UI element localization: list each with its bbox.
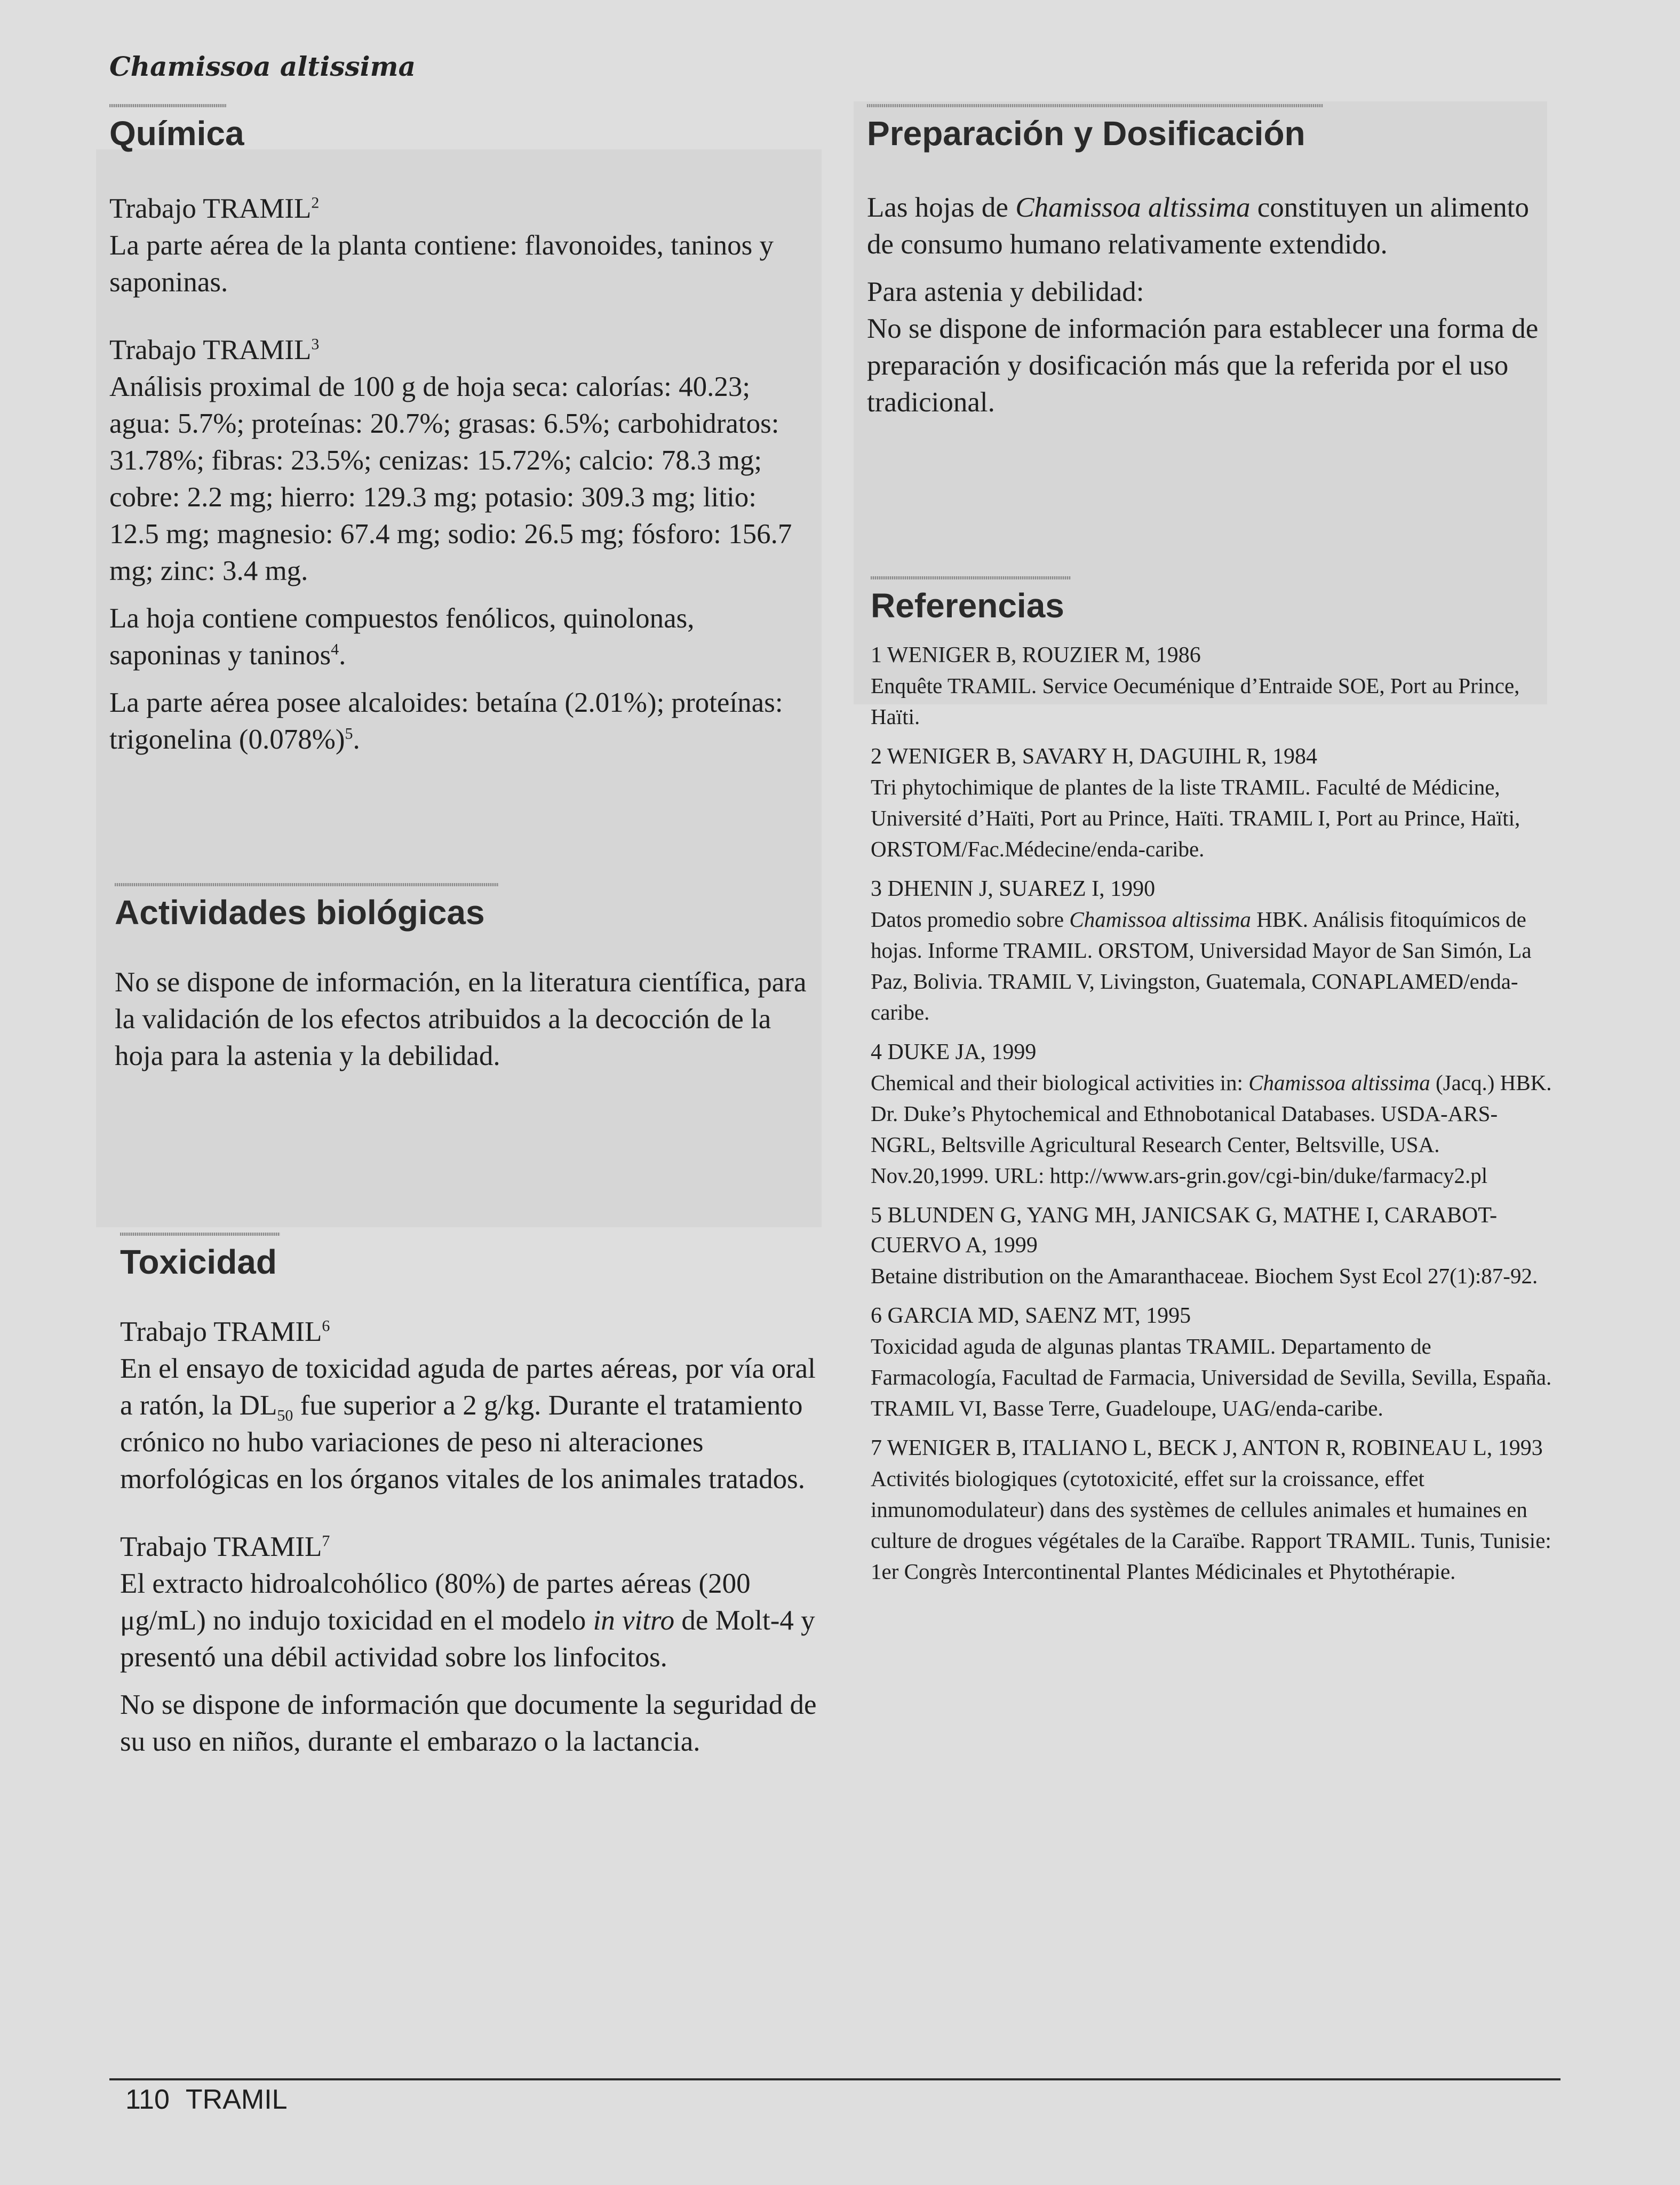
preparacion-body: [867, 189, 1555, 421]
quimica-body: [109, 190, 808, 758]
reference-item-5: 5 BLUNDEN G, YANG MH, JANICSAK G, MATHE I, CARABOT-CUERVO A, 1999 Betaine distribution on the Amaranthaceae. Biochem Syst Ecol 27(1):87-92.: [871, 1203, 1538, 1289]
section-toxicidad: [120, 1233, 819, 1771]
toxicidad-p2-label: Trabajo TRAMIL$^7$: [120, 1531, 330, 1563]
actividades-body: [115, 964, 814, 1075]
section-referencias: [871, 576, 1554, 1596]
section-quimica: [109, 104, 808, 769]
section-rule: [867, 104, 1323, 107]
reference-item-6: 6 GARCIA MD, SAENZ MT, 1995 Toxicidad aguda de algunas plantas TRAMIL. Departamento de Farmacología, Facultad de Farmacia, Universidad de Sevilla, Sevilla, España. TRAMIL VI, Basse Terre, Guadeloupe, UAG/enda-caribe.: [871, 1304, 1552, 1421]
running-head: Chamissoa altissima: [109, 51, 416, 82]
page-footer: [125, 2084, 304, 2116]
reference-item-2: 2 WENIGER B, SAVARY H, DAGUIHL R, 1984 Tri phytochimique de plantes de la liste TRAMIL. Faculté de Médicine, Université d’Haïti, Port au Prince, Haïti. TRAMIL I, Port au Prince, Haïti, ORSTOM/Fac.Médecine/enda-caribe.: [871, 744, 1520, 862]
quimica-paragraph-1: [109, 190, 808, 301]
quimica-paragraph-4: La parte aérea posee alcaloides: betaína (2.01%); proteínas: trigonelina $(0.078\%)^5$.: [109, 687, 783, 756]
quimica-paragraph-3: La hoja contiene compuestos fenólicos, quinolonas, saponinas y taninos$^4$.: [109, 603, 695, 671]
section-rule: [115, 883, 499, 886]
section-title-referencias: Referencias: [871, 586, 1064, 625]
footer-rule: [109, 2078, 1560, 2080]
reference-item-7: 7 WENIGER B, ITALIANO L, BECK J, ANTON R, ROBINEAU L, 1993 Activités biologiques (cytotoxicité, effet sur la croissance, effet inmunomodulateur) dans des systèmes de cellules animales et humaines en culture de drogues végétales de la Caraïbe. Rapport TRAMIL. Tunis, Tunisie: 1er Congrès Intercontinental Plantes Médicinales et Phytothérapie.: [871, 1436, 1551, 1584]
footer-label: TRAMIL: [185, 2084, 288, 2115]
quimica-paragraph-2: [109, 332, 808, 590]
preparacion-paragraph-1: Las hojas de Chamissoa altissima constituyen un alimento de consumo humano relativamente extendido.: [867, 192, 1530, 260]
toxicidad-body: [120, 1314, 819, 1760]
toxicidad-paragraph-1: Trabajo TRAMIL$^6$ En el ensayo de toxicidad aguda de partes aéreas, por vía oral a ratón, la $DL_{50}$ fue superior a 2 g/kg. Durante el tratamiento crónico no hubo variaciones de peso ni alteraciones morfológicas en los órganos vitales de los animales tratados.: [120, 1314, 819, 1498]
section-rule: [871, 576, 1071, 579]
preparacion-paragraph-2: Para astenia y debilidad: No se dispone de información para establecer una forma de preparación y dosificación más que la referida por el uso tradicional.: [867, 276, 1539, 418]
toxicidad-paragraph-3: No se dispone de información que documente la seguridad de su uso en niños, durante el embarazo o la lactancia.: [120, 1689, 817, 1758]
reference-item-1: 1 WENIGER B, ROUZIER M, 1986 Enquête TRAMIL. Service Oecuménique d’Entraide SOE, Port au Prince, Haïti.: [871, 643, 1520, 729]
toxicidad-paragraph-2: Trabajo TRAMIL$^7$ El extracto hidroalcohólico (80%) de partes aéreas (200 μg/mL) no indujo toxicidad en el modelo in vitro de Molt-4 y presentó una débil actividad sobre los linfocitos.: [120, 1529, 819, 1676]
section-title-actividades: Actividades biológicas: [115, 893, 485, 932]
actividades-paragraph: No se dispone de información, en la literatura científica, para la validación de los efectos atribuidos a la decocción de la hoja para la astenia y la debilidad.: [115, 967, 807, 1072]
section-title-quimica: Química: [109, 114, 244, 153]
reference-list: [871, 640, 1554, 1587]
toxicidad-p1-label: Trabajo TRAMIL$^6$: [120, 1316, 330, 1348]
section-rule: [109, 104, 227, 107]
quimica-p1-text: La parte aérea de la planta contiene: flavonoides, taninos y saponinas.: [109, 230, 774, 298]
quimica-p2-text: Análisis proximal de 100 g de hoja seca: calorías: 40.23; agua: 5.7%; proteínas: 20.7%; grasas: 6.5%; carbohidratos: 31.78%; fibras: 23.5%; cenizas: 15.72%; calcio: 78.3 mg; cobre: 2.2 mg; hierro: 129.3 mg; potasio: 309.3 mg; litio: 12.5 mg; magnesio: 67.4 mg; sodio: 26.5 mg; fósforo: 156.7 mg; zinc: 3.4 mg.: [109, 371, 792, 587]
reference-item-3: 3 DHENIN J, SUAREZ I, 1990 Datos promedio sobre Chamissoa altissima HBK. Análisis fitoquímicos de hojas. Informe TRAMIL. ORSTOM, Universidad Mayor de San Simón, La Paz, Bolivia. TRAMIL V, Livingston, Guatemala, CONAPLAMED/enda-caribe.: [871, 877, 1532, 1025]
quimica-p1-label: Trabajo TRAMIL$^2$: [109, 193, 320, 225]
section-title-toxicidad: Toxicidad: [120, 1243, 277, 1281]
section-preparacion: [867, 104, 1555, 432]
section-title-preparacion: Preparación y Dosificación: [867, 114, 1305, 153]
section-actividades: [115, 883, 814, 1085]
reference-item-4: 4 DUKE JA, 1999 Chemical and their biological activities in: Chamissoa altissima (Jacq.) HBK. Dr. Duke’s Phytochemical and Ethnobotanical Databases. USDA-ARS-NGRL, Beltsville Agricultural Research Center, Beltsville, USA. Nov.20,1999. URL: http://www.ars-grin.gov/cgi-bin/duke/farmacy2.pl: [871, 1040, 1552, 1188]
quimica-p2-label: Trabajo TRAMIL$^3$: [109, 335, 320, 366]
section-rule: [120, 1233, 280, 1236]
page-number: 110: [125, 2084, 170, 2115]
